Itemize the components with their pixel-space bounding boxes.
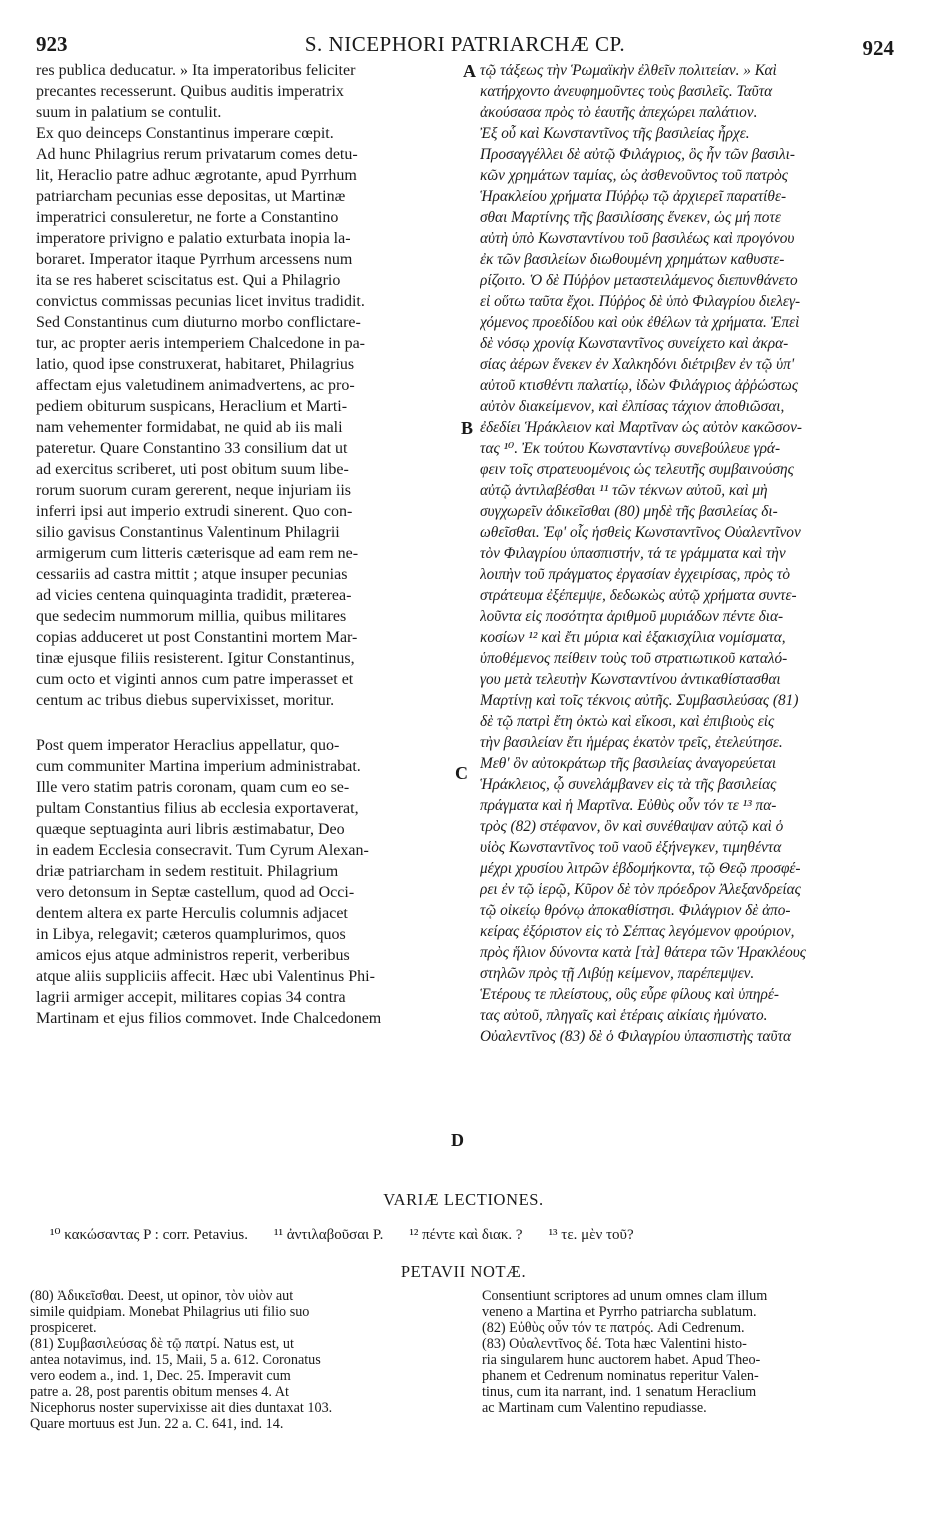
notes-right-column xyxy=(482,1288,892,1416)
latin-text-line: imperatrici consuleretur, ne forte a Constantino xyxy=(36,209,339,226)
latin-text-line: res publica deducatur. » Ita imperatoribus feliciter xyxy=(36,62,356,79)
latin-text-line: affectam ejus valetudinem animadvertens, ac pro- xyxy=(36,377,355,394)
latin-text-line: Martinam et ejus filios commovet. Inde Chalcedonem xyxy=(36,1010,382,1027)
latin-text-line: copias adduceret ut post Constantini mortem Mar- xyxy=(36,629,358,646)
note-line: antea notavimus, ind. 15, Maii, 5 a. 612. Coronatus xyxy=(30,1352,321,1368)
latin-text-line: boraret. Imperator itaque Pyrrhum arcessens num xyxy=(36,251,353,268)
margin-letter-b: B xyxy=(461,418,474,438)
greek-column xyxy=(480,60,892,1047)
latin-text-line: pateretur. Quare Constantino 33 consilium dat ut xyxy=(36,440,348,457)
greek-text-line: Ἡράκλειος, ᾧ συνελάμβανεν εἰς τὰ τῆς βασιλείας xyxy=(480,776,777,793)
latin-text-line: pultam Constantius filius ab ecclesia exportaverat, xyxy=(36,800,359,817)
greek-text-line: χόμενος προεδίδου καὶ οὐκ ἐθέλων τὰ χρήματα. Ἐπεὶ xyxy=(480,314,800,331)
greek-text-line: αὐτῷ ἀντιλαβέσθαι ¹¹ τῶν τέκνων αὐτοῦ, καὶ μὴ xyxy=(480,482,768,499)
greek-text-line: αὐτὴ ὑπὸ Κωνσταντίνου τοῦ βασιλέως καὶ προγόνου xyxy=(480,230,795,247)
latin-text-line: cum communiter Martina imperium administrabat. xyxy=(36,758,361,775)
latin-text-line: in Libya, relegavit; cæteros quamplurimos, quos xyxy=(36,926,346,943)
page-number-left: 923 xyxy=(36,32,68,56)
latin-text-line: atque aliis suppliciis affecit. Hæc ubi Valentinus Phi- xyxy=(36,968,375,985)
note-line: Quare mortuus est Jun. 22 a. C. 641, ind. 14. xyxy=(30,1416,284,1432)
notes-left-column xyxy=(30,1288,448,1432)
greek-text-line: στηλῶν πρὸς τῇ Λιβύῃ κείμενον, παρέπεμψεν. xyxy=(480,965,755,982)
greek-text-line: φειν τοῖς στρατευομένοις ὡς τελευτῆς συμβαινούσης xyxy=(480,461,794,478)
greek-text-line: τας ¹⁰. Ἐκ τούτου Κωνσταντίνῳ συνεβούλευε γρά- xyxy=(480,440,781,457)
greek-text-line: κατήρχοντο ἀνευφημοῦντες τοὺς βασιλεῖς. Ταῦτα xyxy=(480,83,773,100)
note-line: prospiceret. xyxy=(30,1320,97,1336)
note-line: patre a. 28, post parentis obitum menses 4. At xyxy=(30,1384,289,1400)
note-line: tinus, cum ita narrant, ind. 1 senatum Heraclium xyxy=(482,1384,757,1400)
greek-text-line: κῶν χρημάτων ταμίας, ὡς ἀσθενοῦντος τοῦ πατρὸς xyxy=(480,167,789,184)
greek-text-line: γου μετὰ τελευτὴν Κωνσταντίνου ἀντικαθίστασθαι xyxy=(480,671,781,688)
latin-text-line: Ex quo deinceps Constantinus imperare cœpit. xyxy=(36,125,334,142)
note-line: (81) Συμβασιλεύσας δὲ τῷ πατρί. Natus est, ut xyxy=(30,1336,294,1352)
greek-text-line: δὲ νόσῳ χρονίᾳ Κωνσταντῖνος συνείχετο καὶ ἀκρα- xyxy=(480,335,789,352)
greek-text-line: συγχωρεῖν ἀδικεῖσθαι (80) μηδὲ τῆς βασιλείας δι- xyxy=(480,503,778,520)
greek-text-line: ἀκούσασα πρὸς τὸ ἑαυτῆς ἀπεχώρει παλάτιον. xyxy=(480,104,758,121)
note-line: Consentiunt scriptores ad unum omnes clam illum xyxy=(482,1288,768,1304)
variant-reading: ¹³ τε. μὲν τοῦ? xyxy=(548,1227,634,1243)
latin-column xyxy=(36,60,460,1029)
variant-reading: ¹¹ ἀντιλαβοῦσαι P. xyxy=(274,1227,384,1243)
latin-text-line: precantes recesserunt. Quibus auditis imperatrix xyxy=(36,83,344,100)
variant-reading: ¹² πέντε καὶ διακ. ? xyxy=(409,1227,523,1243)
latin-text-line: vero detonsum in Septæ castellum, quod ad Occi- xyxy=(36,884,355,901)
note-line: veneno a Martina et Pyrrho patriarcha sublatum. xyxy=(482,1304,757,1320)
greek-text-line: σθαι Μαρτίνης τῆς βασιλίσσης ἕνεκεν, ὡς μή ποτε xyxy=(480,209,781,226)
greek-text-line: τὴν βασιλείαν ἔτι ἡμέρας ἑκατὸν τρεῖς, ἐτελεύτησε. xyxy=(480,734,783,751)
greek-text-line: αὐτοῦ κτισθέντι παλατίῳ, ἰδὼν Φιλάγριος ἀῤῥώστως xyxy=(480,377,799,394)
latin-text-line: imperatore privigno e palatio exturbata inopia la- xyxy=(36,230,351,247)
greek-text-line: τρὸς (82) στέφανον, ὃν καὶ συνέθαψαν αὐτῷ καὶ ὁ xyxy=(480,818,784,835)
latin-text-line: suum in palatium se contulit. xyxy=(36,104,222,121)
note-line: phanem et Cedrenum nominatus reperitur Valen- xyxy=(482,1368,759,1384)
note-line: (83) Οὐαλεντῖνος δέ. Tota hæc Valentini histo- xyxy=(482,1336,747,1352)
latin-text-line: cum octo et viginti annos cum patre imperasset et xyxy=(36,671,354,688)
paragraph-gap xyxy=(36,711,460,735)
latin-text-line: lagrii armiger accepit, militares copias 34 contra xyxy=(36,989,346,1006)
latin-text-line: inferri ipsi aut imperio extrudi sinerent. Quo con- xyxy=(36,503,353,520)
latin-text-line: pediem obiturum suspicans, Heraclium et Marti- xyxy=(36,398,348,415)
greek-text-line: στράτευμα ἐξέπεμψε, δεδωκὼς αὐτῷ χρήματα συντε- xyxy=(480,587,797,604)
greek-text-line: σίας ἀέρων ἕνεκεν ἐν Χαλκηδόνι διέτριβεν ἐν τῷ ὑπ' xyxy=(480,356,795,373)
greek-text-line: εἰ οὕτω ταῦτα ἔχοι. Πύῤῥος δὲ ὑπὸ Φιλαγρίου διελεγ- xyxy=(480,293,801,310)
latin-text-line: patriarcham pecunias esse depositas, ut Martinæ xyxy=(36,188,346,205)
latin-text-line: armigerum cum litteris cæterisque ad eam rem ne- xyxy=(36,545,359,562)
margin-letter-c: C xyxy=(455,763,468,783)
latin-text-line: convictus commissas pecunias licet invitus tradidit. xyxy=(36,293,365,310)
note-line: ria singularem hunc auctorem habet. Apud Theo- xyxy=(482,1352,761,1368)
note-line: (82) Εὐθὺς οὖν τόν τε πατρός. Adi Cedrenum. xyxy=(482,1320,745,1336)
greek-text-line: τας αὐτοῦ, πληγαῖς καὶ ἑτέραις αἰκίαις ἠμύνατο. xyxy=(480,1007,768,1024)
latin-text-line: que sedecim nummorum millia, quibus militares xyxy=(36,608,347,625)
greek-text-line: πράγματα καὶ ἡ Μαρτῖνα. Εὐθὺς οὖν τόν τε ¹³ πα- xyxy=(480,797,777,814)
note-line: (80) Ἀδικεῖσθαι. Deest, ut opinor, τὸν υἱὸν aut xyxy=(30,1288,294,1304)
greek-text-line: ρει ἐν τῷ ἱερῷ, Κῦρον δὲ τὸν πρόεδρον Ἀλεξανδρείας xyxy=(480,881,801,898)
greek-text-line: Ἐξ οὗ καὶ Κωνσταντῖνος τῆς βασιλείας ἦρχε. xyxy=(480,125,750,142)
variant-reading: ¹⁰ κακώσαντας P : corr. Petavius. xyxy=(50,1227,249,1243)
latin-text-line: lit, Heraclio patre adhuc ægrotante, apud Pyrrhum xyxy=(36,167,357,184)
latin-text-line: amicos ejus atque administros reperit, verberibus xyxy=(36,947,350,964)
greek-text-line: Μαρτίνῃ καὶ τοῖς τέκνοις αὐτῆς. Συμβασιλεύσας (81) xyxy=(480,692,799,709)
greek-text-line: πρὸς ἥλιον δύνοντα κατὰ [τὰ] θάτερα τῶν Ἡρακλέους xyxy=(480,944,806,961)
page-number-right: 924 xyxy=(862,36,894,60)
latin-text-line: Sed Constantinus cum diuturno morbo conflictare- xyxy=(36,314,361,331)
greek-text-line: Οὐαλεντῖνος (83) δὲ ὁ Φιλαγρίου ὑπασπιστὴς ταῦτα xyxy=(480,1028,791,1045)
margin-letter-a: A xyxy=(463,61,476,81)
greek-text-line: κείρας ἐξόριστον εἰς τὸ Σέπτας λεγόμενον φρούριον, xyxy=(480,923,795,940)
greek-text-line: τῷ οἰκείῳ θρόνῳ ἀποκαθίστησι. Φιλάγριον δὲ ἀπο- xyxy=(480,902,791,919)
greek-text-line: Ἡρακλείου χρήματα Πύῤῥῳ τῷ ἀρχιερεῖ παρατίθε- xyxy=(480,188,787,205)
latin-text-line: latio, quod ipse construxerat, habitaret, Philagrius xyxy=(36,356,355,373)
latin-text-line: tur, ac propter aeris intemperiem Chalcedone in pa- xyxy=(36,335,365,352)
latin-text-line: tinæ ejusque filiis resisterent. Igitur Constantinus, xyxy=(36,650,355,667)
latin-text-line: centum ac tribus diebus supervixisset, moritur. xyxy=(36,692,335,709)
greek-text-line: ὑποθέμενος πείθειν τοὺς τοῦ στρατιωτικοῦ καταλό- xyxy=(480,650,788,667)
greek-text-line: ρίζοιτο. Ὁ δὲ Πύῤῥον μεταστειλάμενος διεπυνθάνετο xyxy=(480,272,798,289)
latin-text-line: Ille vero statim patris coronam, quam cum eo se- xyxy=(36,779,350,796)
latin-text-line: driæ patriarcham in sedem restituit. Philagrium xyxy=(36,863,339,880)
greek-text-line: Μεθ' ὃν αὐτοκράτωρ τῆς βασιλείας ἀναγορεύεται xyxy=(480,755,777,772)
greek-text-line: κοσίων ¹² καὶ ἔτι μύρια καὶ ἑξακισχίλια νομίσματα, xyxy=(480,629,786,646)
latin-text-line: cessariis ad castra mittit ; atque insuper pecunias xyxy=(36,566,348,583)
greek-text-line: δὲ τῷ πατρὶ ἔτη ὀκτὼ καὶ εἴκοσι, καὶ ἐπιβιοὺς εἰς xyxy=(480,713,775,730)
note-line: Nicephorus noster supervixisse ait dies duntaxat 103. xyxy=(30,1400,333,1416)
latin-text-line: rorum suorum curam gererent, neque injuriam iis xyxy=(36,482,352,499)
greek-text-line: ἐδεδίει Ἡράκλειον καὶ Μαρτῖναν ὡς αὐτὸν κακῶσον- xyxy=(480,419,802,436)
greek-text-line: Προσαγγέλλει δὲ αὐτῷ Φιλάγριος, ὃς ἦν τῶν βασιλι- xyxy=(480,146,796,163)
running-title: S. NICEPHORI PATRIARCHÆ CP. xyxy=(304,32,626,56)
latin-text-line: ita se res haberet sciscitatus est. Qui a Philagrio xyxy=(36,272,341,289)
latin-text-line: dentem altera ex parte Herculis columnis adjacet xyxy=(36,905,348,922)
greek-text-line: Ἑτέρους τε πλείστους, οὓς εὗρε φίλους καὶ ὑπηρέ- xyxy=(480,986,779,1003)
running-header xyxy=(36,30,894,60)
greek-text-line: τὸν Φιλαγρίου ὑπασπιστήν, τά τε γράμματα καὶ τὴν xyxy=(480,545,786,562)
latin-text-line: Ad hunc Philagrius rerum privatarum comes detu- xyxy=(36,146,358,163)
latin-text-line: ad vicies centena quinquaginta tradidit, præterea- xyxy=(36,587,352,604)
greek-text-line: λοῦντα εἰς ποσότητα ἀριθμοῦ μυριάδων πέντε δια- xyxy=(480,608,784,625)
greek-text-line: ἐκ τῶν βασιλείων διωθουμένη χρημάτων καθυστε- xyxy=(480,251,785,268)
latin-text-line: quæque septuaginta auri libris æstimabatur, Deo xyxy=(36,821,345,838)
greek-text-line: αὐτὸν διακείμενον, καὶ ἐλπίσας τάχιον ἀποθιῶσαι, xyxy=(480,398,785,415)
greek-text-line: λοιπὴν τοῦ πράγματος ἐργασίαν ἐγχειρίσας, πρὸς τὸ xyxy=(480,566,791,583)
margin-letter-d: D xyxy=(451,1130,464,1150)
greek-text-line: τῷ τάξεως τὴν Ῥωμαϊκὴν ἐλθεῖν πολιτείαν. » Καὶ xyxy=(480,62,777,79)
latin-text-line: ad exercitus scriberet, uti post obitum suum libe- xyxy=(36,461,349,478)
variae-heading: VARIÆ LECTIONES. xyxy=(383,1190,544,1209)
greek-text-line: υἱὸς Κωνσταντῖνος τοῦ ναοῦ ἐξήνεγκεν, τιμηθέντα xyxy=(480,839,782,856)
latin-text-line: nam vehementer formidabat, ne quid ab iis mali xyxy=(36,419,343,436)
note-line: simile quidpiam. Monebat Philagrius uti filio suo xyxy=(30,1304,310,1320)
latin-text-line: silio gavisus Constantinus Valentinum Philagrii xyxy=(36,524,340,541)
variae-list xyxy=(50,1225,890,1247)
greek-text-line: ωθεῖσθαι. Ἐφ' οἷς ἡσθεὶς Κωνσταντῖνος Οὐαλεντῖνον xyxy=(480,524,801,541)
latin-text-line: in eadem Ecclesia consecravit. Tum Cyrum Alexan- xyxy=(36,842,369,859)
note-line: vero eodem a., ind. 1, Dec. 25. Imperavit cum xyxy=(30,1368,291,1384)
greek-text-line: μέχρι χρυσίου λιτρῶν ἑβδομήκοντα, τῷ Θεῷ προσφέ- xyxy=(480,860,801,877)
notae-heading: PETAVII NOTÆ. xyxy=(400,1262,527,1281)
latin-text-line: Post quem imperator Heraclius appellatur, quo- xyxy=(36,737,340,754)
note-line: ac Martinam cum Valentino repudiasse. xyxy=(482,1400,707,1416)
